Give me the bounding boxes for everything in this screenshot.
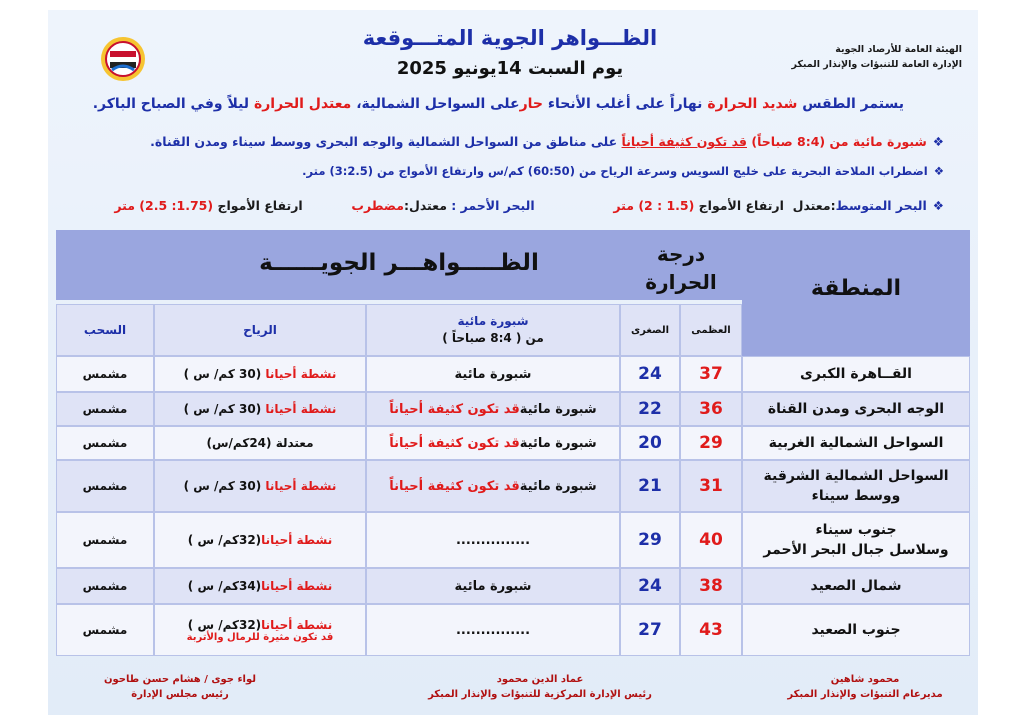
table-row [56,356,970,392]
clouds-cell: مشمس [56,460,154,512]
fog-cell: شبورة مائية قد تكون كثيفة أحياناً [366,392,620,426]
wind-cell: نشطة أحيانا (30 كم/ س ) [154,392,366,426]
fog-cell: شبورة مائية [366,568,620,604]
col-max-header: العظمى [680,304,742,356]
min-temp-cell: 22 [620,392,680,426]
signature-general-director: محمود شاهين مديرعام التنبؤات والإنذار المبكر [787,674,943,700]
min-temp-cell: 27 [620,604,680,656]
clouds-cell: مشمس [56,568,154,604]
max-temp-cell: 29 [680,426,742,460]
headline: يستمر الطقس شديد الحرارة نهاراً على أغلب الأنحاء حارعلى السواحل الشمالية، معتدل الحرارة ليلاً وفي الصباح الباكر. [92,96,904,112]
region-cell: السواحل الشمالية الغربية [742,426,970,460]
wind-cell: نشطة أحيانا(32كم/ س ) قد تكون مثيرة للرمال والأتربة [154,604,366,656]
table-row [56,604,970,656]
clouds-cell: مشمس [56,392,154,426]
region-cell: جنوب سيناء وسلاسل جبال البحر الأحمر [742,512,970,568]
min-temp-cell: 20 [620,426,680,460]
max-temp-cell: 31 [680,460,742,512]
temperature-title: درجة الحرارة [645,242,717,294]
forecast-date: يوم السبت 14يونيو 2025 [396,58,624,79]
clouds-cell: مشمس [56,604,154,656]
bullet-icon: ❖ [932,198,944,213]
fog-cell: شبورة مائية قد تكون كثيفة أحياناً [366,460,620,512]
clouds-cell: مشمس [56,426,154,460]
col-wind-header: الرياح [154,304,366,356]
fog-cell: ............... [366,512,620,568]
page-title: الظـــواهر الجوية المتـــوقعة [362,26,658,50]
max-temp-cell: 37 [680,356,742,392]
min-temp-cell: 29 [620,512,680,568]
max-temp-cell: 43 [680,604,742,656]
signature-chairman: لواء جوى / هشام حسن طاحون رئيس مجلس الإدارة [103,674,257,700]
max-temp-cell: 38 [680,568,742,604]
region-cell: شمال الصعيد [742,568,970,604]
bullet-icon: ❖ [933,164,944,178]
signature-central-director: عماد الدين محمود رئيس الإدارة المركزية للتنبؤات والإنذار المبكر [428,674,652,700]
col-clouds-header: السحب [56,304,154,356]
wind-cell: نشطة أحيانا(32كم/ س ) [154,512,366,568]
bullet-icon: ❖ [932,134,944,149]
table-row [56,568,970,604]
fog-cell: شبورة مائية [366,356,620,392]
wind-cell: نشطة أحيانا (30 كم/ س ) [154,356,366,392]
table-row [56,512,970,568]
region-title: المنطقة [810,276,902,301]
region-cell: الوجه البحرى ومدن القناة [742,392,970,426]
wind-cell: نشطة أحيانا (30 كم/ س ) [154,460,366,512]
max-temp-cell: 40 [680,512,742,568]
col-min-header: الصغرى [620,304,680,356]
clouds-cell: مشمس [56,512,154,568]
max-temp-cell: 36 [680,392,742,426]
min-temp-cell: 21 [620,460,680,512]
clouds-cell: مشمس [56,356,154,392]
fog-cell: شبورة مائية قد تكون كثيفة أحياناً [366,426,620,460]
col-fog-header: شبورة مائية من ( 8:4 صباحاً ) [366,304,620,356]
table-row [56,460,970,512]
table-row [56,392,970,426]
region-cell: جنوب الصعيد [742,604,970,656]
wind-cell: معتدلة (24كم/س) [154,426,366,460]
bullet-navigation: ❖اضطراب الملاحة البحرية على خليج السويس وسرعة الرياح من (60:50) كم/س وارتفاع الأمواج من (3:2.5) متر. [302,164,944,178]
region-cell: السواحل الشمالية الشرقية ووسط سيناء [742,460,970,512]
table-row [56,426,970,460]
sea-conditions: ❖البحر المتوسط:معتدل ارتفاع الأمواج (1.5 : 2) متر البحر الأحمر : معتدل:مضطرب ارتفاع الأمواج (1.75: 2.5) متر [114,198,944,213]
bullet-fog: ❖شبورة مائية من (8:4 صباحاً) قد تكون كثيفة أحياناً على مناطق من السواحل الشمالية والوجه البحرى ووسط سيناء ومدن القناة. [150,134,944,149]
region-cell: القــاهرة الكبرى [742,356,970,392]
fog-cell: ............... [366,604,620,656]
authority-name: الهيئة العامة للأرصاد الجوية الإدارة العامة للتنبؤات والإنذار المبكر [791,44,962,70]
meteorological-authority-logo [100,36,146,82]
wind-cell: نشطة أحيانا(34كم/ س ) [154,568,366,604]
phenomena-title: الظـــــواهـــر الجويــــــة [259,250,539,276]
forecast-table [56,230,970,657]
min-temp-cell: 24 [620,568,680,604]
min-temp-cell: 24 [620,356,680,392]
